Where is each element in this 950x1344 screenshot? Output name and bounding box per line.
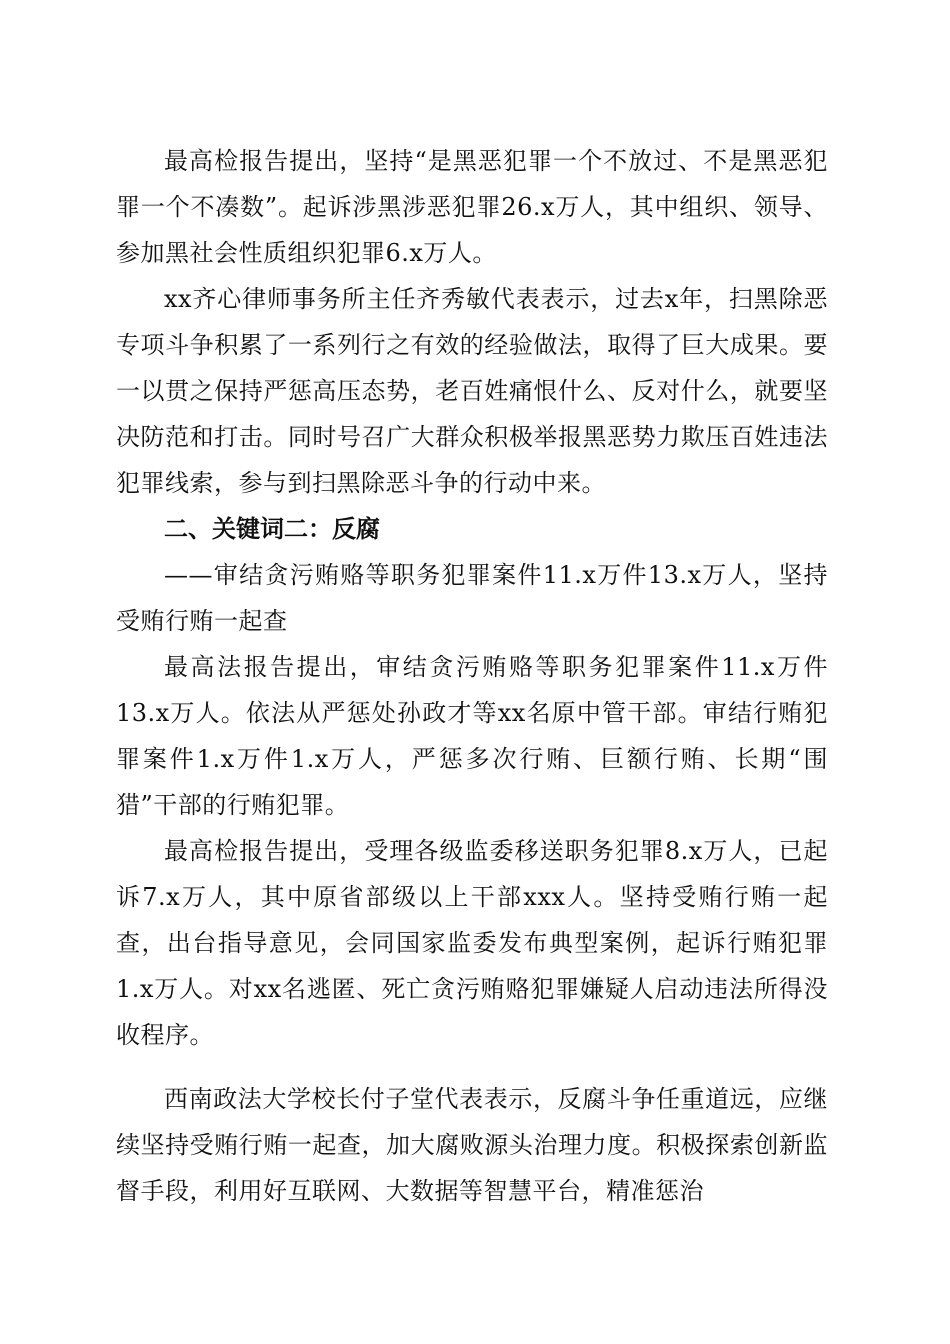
- section-heading-anti-corruption: 二、关键词二：反腐: [164, 515, 380, 543]
- paragraph-gap: [116, 1058, 828, 1076]
- document-page: [116, 138, 828, 1214]
- paragraph-supreme-court-report: 最高法报告提出，审结贪污贿赂等职务犯罪案件11.x万件13.x万人。依法从严惩处孙政才等xx名原中管干部。审结行贿犯罪案件1.x万件1.x万人，严惩多次行贿、巨额行贿、长期“围猎”干部的行贿犯罪。: [116, 653, 828, 819]
- section-subheading: ——审结贪污贿赂等职务犯罪案件11.x万件13.x万人，坚持受贿行贿一起查: [116, 561, 828, 635]
- paragraph-supreme-procuratorate-report: 最高检报告提出，受理各级监委移送职务犯罪8.x万人，已起诉7.x万人，其中原省部级以上干部xxx人。坚持受贿行贿一起查，出台指导意见，会同国家监委发布典型案例，起诉行贿犯罪1.x万人。对xx名逃匿、死亡贪污贿赂犯罪嫌疑人启动违法所得没收程序。: [116, 837, 828, 1049]
- paragraph-university-president-comment: 西南政法大学校长付子堂代表表示，反腐斗争任重道远，应继续坚持受贿行贿一起查，加大腐败源头治理力度。积极探索创新监督手段，利用好互联网、大数据等智慧平台，精准惩治: [116, 1085, 828, 1205]
- paragraph-supreme-procuratorate-gang-crime: 最高检报告提出，坚持“是黑恶犯罪一个不放过、不是黑恶犯罪一个不凑数”。起诉涉黑涉恶犯罪26.x万人，其中组织、领导、参加黑社会性质组织犯罪6.x万人。: [116, 147, 828, 267]
- paragraph-lawyer-representative-comment: xx齐心律师事务所主任齐秀敏代表表示，过去x年，扫黑除恶专项斗争积累了一系列行之有效的经验做法，取得了巨大成果。要一以贯之保持严惩高压态势，老百姓痛恨什么、反对什么，就要坚决防范和打击。同时号召广大群众积极举报黑恶势力欺压百姓违法犯罪线索，参与到扫黑除恶斗争的行动中来。: [116, 285, 828, 497]
